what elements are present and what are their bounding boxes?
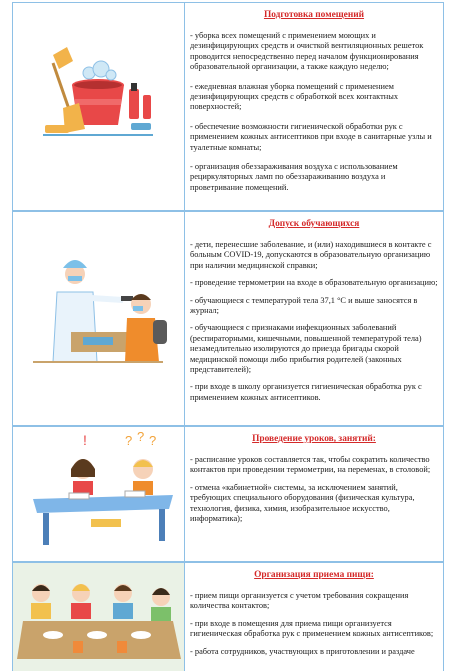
list-item: - отмена «кабинетной» системы, за исключением занятий, требующих специального оборудования (физическая культура, технология, физика, химия, изобразительное искусство, информатика); xyxy=(190,482,415,524)
children-at-desk-illustration xyxy=(13,427,185,561)
list-item: - обучающиеся с признаками инфекционных заболеваний (респираторными, кишечными, повышенной температурой тела) незамедлительно изолируются до приезда бригады скорой медицинской помощи либо прибытия родителей (законных представителей); xyxy=(190,323,422,375)
section-title: Проведение уроков, занятий: xyxy=(252,434,376,444)
list-item: - работа сотрудников, участвующих в приготовлении и раздаче xyxy=(190,646,415,656)
list-item: - обучающиеся с температурой тела 37,1 °С и выше заносятся в журнал; xyxy=(190,295,418,316)
svg-text:?: ? xyxy=(137,429,145,444)
section-lessons xyxy=(12,426,444,562)
section-text xyxy=(185,212,443,425)
list-item: - при входе в помещения для приема пищи организуется гигиеническая обработка рук с применением кожных антисептиков; xyxy=(190,618,434,639)
section-title: Организация приема пищи: xyxy=(254,570,374,580)
section-student-admission xyxy=(12,211,444,426)
list-item: - расписание уроков составляется так, чтобы сократить количество контактов при проведении термометрии, на переменах, в столовой; xyxy=(190,455,431,475)
section-meals xyxy=(12,562,444,671)
list-item: - уборка всех помещений с применением моющих и дезинфицирующих средств и очисткой вентиляционных решеток проводится непосредственно перед началом функционирования образовательной организации, а также каждую неделю; xyxy=(190,31,424,72)
list-item: - обеспечение возможности гигиенической обработки рук с применением кожных антисептиков при входе в санитарные узлы и туалетные комнаты; xyxy=(190,121,432,152)
list-item: - организация обеззараживания воздуха с использованием рециркуляторных ламп по обеззараживанию воздуха и проветривание помещений. xyxy=(190,162,398,192)
section-text xyxy=(185,3,443,210)
children-eating-illustration xyxy=(13,563,185,671)
list-item: - дети, перенесшие заболевание, и (или) находившиеся в контакте с больным COVID-19, допускаются в образовательную организацию при наличии медицинской справки; xyxy=(190,240,432,270)
section-room-preparation xyxy=(12,2,444,211)
svg-text:?: ? xyxy=(149,433,157,448)
svg-text:!: ! xyxy=(83,432,87,448)
list-item: - проведение термометрии на входе в образовательную организацию; xyxy=(190,278,438,288)
section-text xyxy=(185,563,443,671)
cleaning-supplies-illustration xyxy=(13,3,185,210)
svg-text:?: ? xyxy=(125,433,133,448)
list-item: - прием пищи организуется с учетом требования сокращения количества контактов; xyxy=(190,591,409,611)
list-item: - ежедневная влажная уборка помещений с применением дезинфицирующих средств с обработкой всех контактных поверхностей; xyxy=(190,81,399,112)
section-text xyxy=(185,427,443,561)
nurse-thermometer-illustration xyxy=(13,212,185,425)
section-title: Подготовка помещений xyxy=(263,10,365,20)
section-title: Допуск обучающихся xyxy=(268,219,360,229)
list-item: - при входе в школу организуется гигиеническая обработка рук с применением кожных антисептиков. xyxy=(190,382,422,402)
